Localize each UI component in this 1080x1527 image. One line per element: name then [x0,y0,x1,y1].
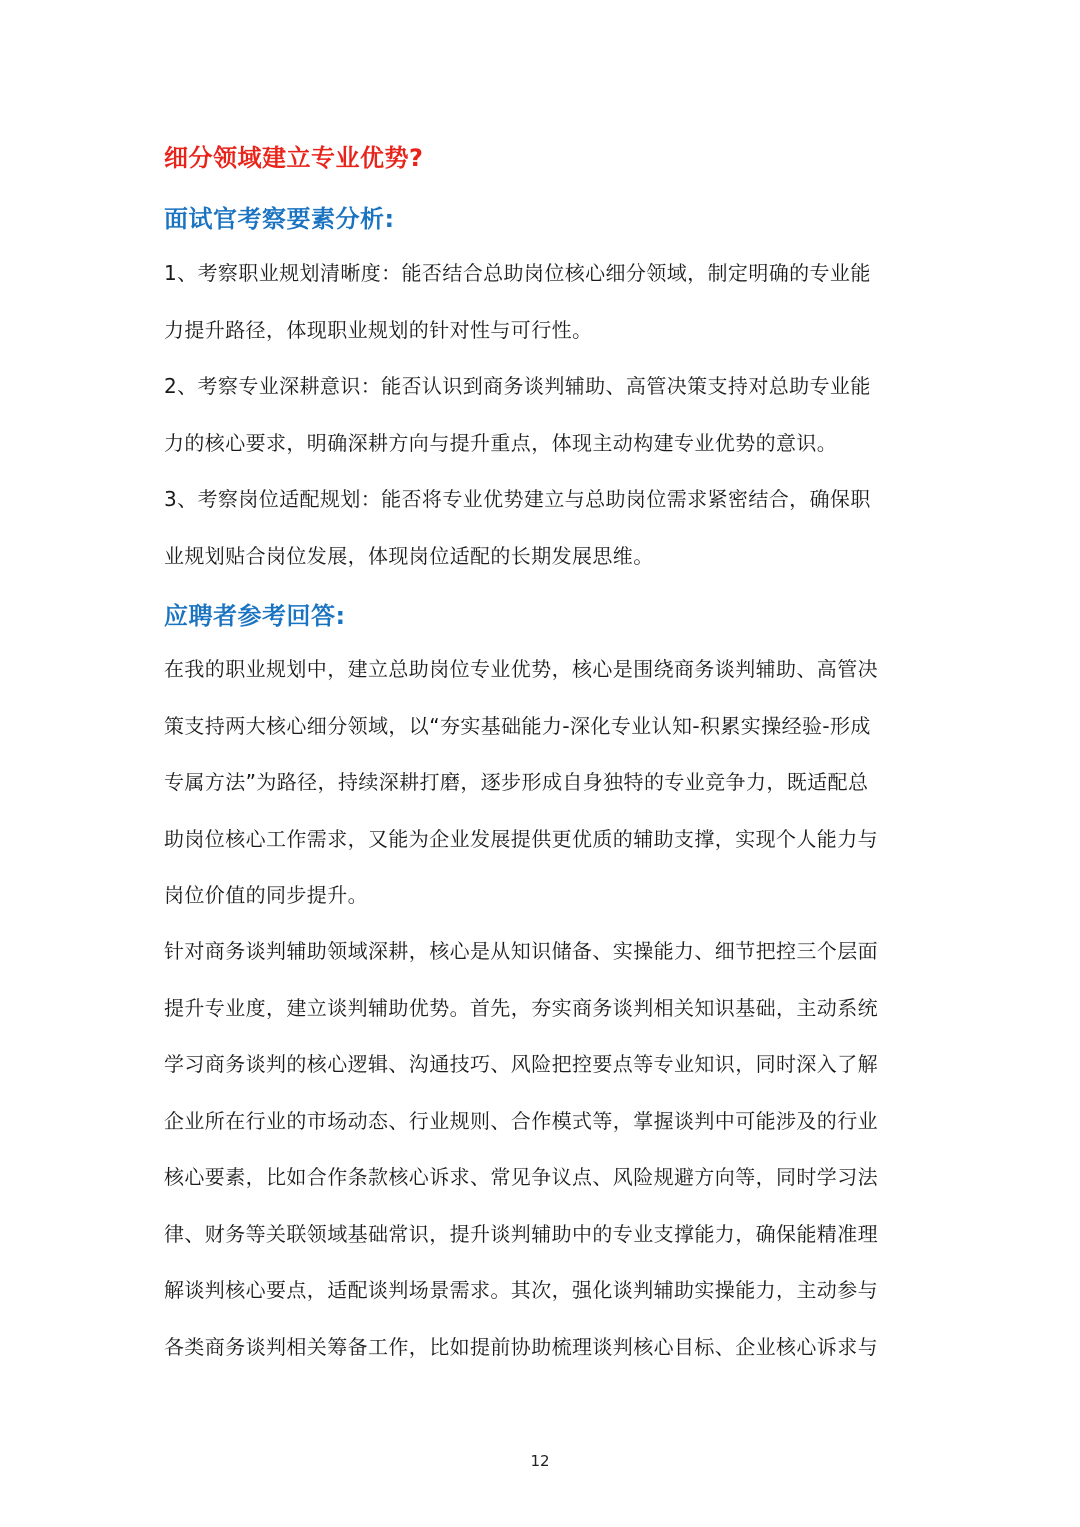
analysis-item-1 [164,245,920,358]
text-line: 针对商务谈判辅助领域深耕，核心是从知识储备、实操能力、细节把控三个层面 [164,939,878,963]
text-line: 3、考察岗位适配规划：能否将专业优势建立与总助岗位需求紧密结合，确保职 [164,487,871,511]
answer-heading: 应聘者参考回答: [164,602,346,630]
text-line: 解谈判核心要点，适配谈判场景需求。其次，强化谈判辅助实操能力，主动参与 [164,1278,878,1302]
text-line: 2、考察专业深耕意识：能否认识到商务谈判辅助、高管决策支持对总助专业能 [164,374,871,398]
page-title: 细分领域建立专业优势? [164,144,424,172]
text-line: 学习商务谈判的核心逻辑、沟通技巧、风险把控要点等专业知识，同时深入了解 [164,1052,878,1076]
answer-paragraph-1 [164,641,920,924]
text-line: 各类商务谈判相关筹备工作，比如提前协助梳理谈判核心目标、企业核心诉求与 [164,1334,878,1359]
text-line: 助岗位核心工作需求，又能为企业发展提供更优质的辅助支撑，实现个人能力与 [164,826,878,851]
text-line: 在我的职业规划中，建立总助岗位专业优势，核心是围绕商务谈判辅助、高管决 [164,657,878,681]
text-line: 力提升路径，体现职业规划的针对性与可行性。 [164,317,593,342]
text-line: 策支持两大核心细分领域，以“夯实基础能力-深化专业认知-积累实操经验-形成 [164,713,871,738]
analysis-item-2 [164,358,920,471]
answer-paragraph-2 [164,923,920,1375]
text-line: 1、考察职业规划清晰度：能否结合总助岗位核心细分领域，制定明确的专业能 [164,261,871,285]
analysis-item-3 [164,471,920,584]
text-line: 企业所在行业的市场动态、行业规则、合作模式等，掌握谈判中可能涉及的行业 [164,1108,878,1133]
text-line: 业规划贴合岗位发展，体现岗位适配的长期发展思维。 [164,543,654,568]
page-number: 12 [530,1452,550,1470]
text-line: 核心要素，比如合作条款核心诉求、常见争议点、风险规避方向等，同时学习法 [164,1165,878,1189]
text-line: 提升专业度，建立谈判辅助优势。首先，夯实商务谈判相关知识基础，主动系统 [164,995,878,1020]
text-line: 力的核心要求，明确深耕方向与提升重点，体现主动构建专业优势的意识。 [164,430,838,455]
text-line: 专属方法”为路径，持续深耕打磨，逐步形成自身独特的专业竞争力，既适配总 [164,770,869,794]
analysis-heading: 面试官考察要素分析: [164,205,395,233]
text-line: 岗位价值的同步提升。 [164,883,368,907]
text-line: 律、财务等关联领域基础常识，提升谈判辅助中的专业支撑能力，确保能精准理 [164,1221,878,1246]
